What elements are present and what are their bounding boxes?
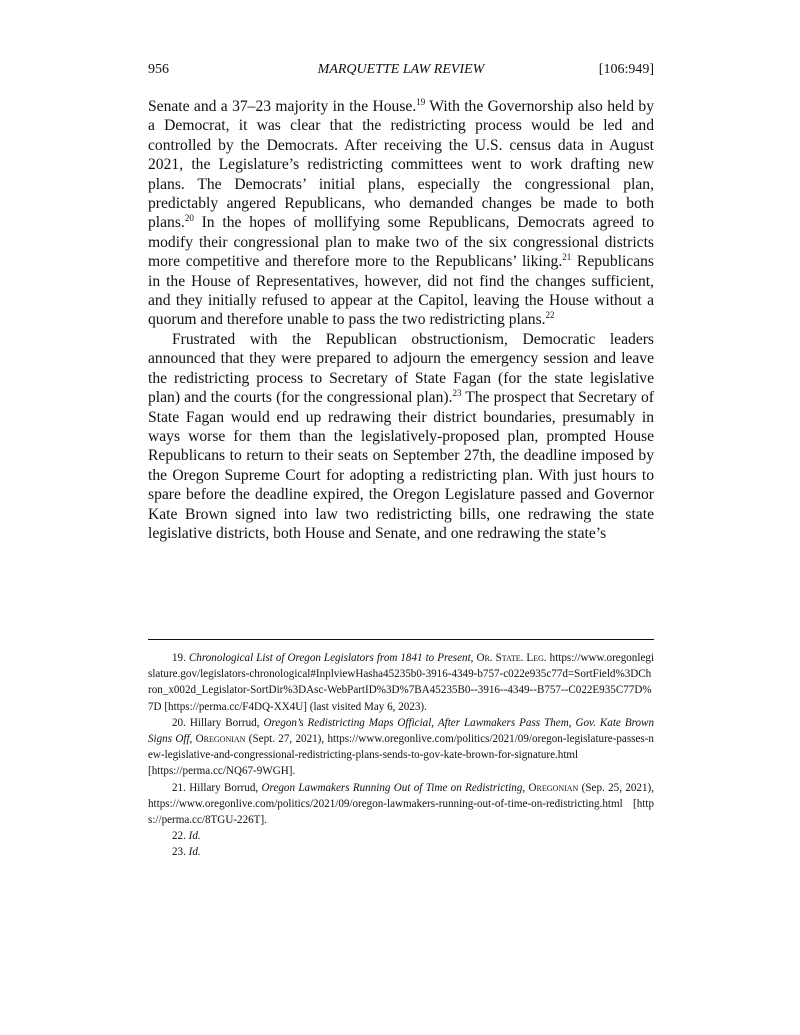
footnote-source: Or. State. Leg. bbox=[476, 652, 547, 664]
footnote-tail: [https://perma.cc/NQ67-9WGH]. bbox=[148, 765, 296, 778]
text-run: Frustrated with the Republican obstructionism, Democratic leaders announced that they were prepared to adjourn the emergency session and leave the redistricting process to Secretary of State Fagan (for the state legislative plan) and the courts (for the congressional plan). bbox=[148, 330, 654, 407]
paragraph bbox=[148, 97, 654, 330]
footnotes bbox=[148, 650, 654, 861]
journal-title: MARQUETTE LAW REVIEW bbox=[317, 62, 485, 77]
footnote-ref-22[interactable]: 22 bbox=[545, 310, 555, 321]
footnote-23 bbox=[148, 844, 654, 860]
footnote-21: 21. Hillary Borrud, Oregon Lawmakers Running Out of Time on Redistricting, Oregonian (Sep. 25, 2021), https://www.oregonlive.com/politics/2021/09/oregon-lawmakers-running-out-of-time-on-redistricting.html [https://perma.cc/8TGU-226T]. bbox=[148, 781, 654, 827]
footnote-19: 19. Chronological List of Oregon Legislators from 1841 to Present, Or. State. Leg. https://www.oregonlegislature.gov/legislators-chronological#InplviewHasha45235b0-3916-4349-b757-c022e935c77d=SortField%3DChron_x002d_Legislator-SortDir%3DAsc-WebPartID%3D%7BA45235B0--3916--4349--B757--C022E935C77D%7D [https://perma.cc/F4DQ-XX4U] (last visited May 6, 2023). bbox=[148, 652, 654, 713]
footnote-source: Oregonian bbox=[528, 781, 579, 794]
footnote-divider bbox=[148, 639, 654, 640]
footnote-number: 22. bbox=[172, 830, 186, 843]
footnote-ref-21[interactable]: 21 bbox=[562, 252, 572, 263]
footnote-number: 23. bbox=[172, 846, 186, 859]
footnote-title: Oregon Lawmakers Running Out of Time on Redistricting bbox=[261, 781, 523, 794]
page-number: 956 bbox=[148, 62, 169, 77]
running-header bbox=[148, 62, 654, 82]
footnote-ref-20[interactable]: 20 bbox=[184, 213, 194, 224]
paragraph bbox=[148, 330, 654, 543]
footnote-author: Hillary Borrud, bbox=[189, 716, 260, 729]
footnote-title: Oregon’s Redistricting Maps Official, After Lawmakers Pass Them, Gov. Kate Brown Signs Off bbox=[148, 716, 654, 746]
footnote-url[interactable]: https://www.oregonlive.com/politics/2021/09/oregon-legislature-passes-new-legislative-and-congressional-redistricting-plans-sends-to-gov-kate-brown-for-signature.html bbox=[148, 733, 654, 762]
footnote-tail: [https://perma.cc/F4DQ-XX4U] (last visited May 6, 2023). bbox=[164, 700, 427, 713]
footnote-text: Id. bbox=[188, 830, 201, 843]
text-run: Republicans in the House of Representatives, however, did not find the changes sufficient, and they initially refused to appear at the Capitol, leaving the House without a quorum and therefore unable to pass the two redistricting plans. bbox=[148, 253, 654, 329]
footnote-author: Hillary Borrud, bbox=[189, 781, 259, 794]
footnote-22 bbox=[148, 828, 654, 844]
article-body bbox=[148, 97, 654, 543]
footnote-title: Chronological List of Oregon Legislators from 1841 to Present bbox=[188, 652, 471, 664]
footnote-number: 21. bbox=[172, 781, 186, 794]
footnote-date: (Sept. 27, 2021), bbox=[248, 733, 325, 746]
footnote-rest: (Sep. 25, 2021), https://www.oregonlive.com/politics/2021/09/oregon-lawmakers-running-out-of-time-on-redistricting.html [https://perma.cc/8TGU-226T]. bbox=[148, 781, 654, 827]
text-run: In the hopes of mollifying some Republicans, Democrats agreed to modify their congressional plan to make two of the six congressional districts more competitive and therefore more to the Republicans’ liking. bbox=[148, 214, 654, 271]
footnote-number: 19. bbox=[172, 652, 186, 664]
text-run: The prospect that Secretary of State Fagan would end up redrawing their district boundaries, presumably in ways worse for them than the legislatively-proposed plan, prompted House Republicans to return to their seats on September 27th, the deadline imposed by the Oregon Supreme Court for adopting a redistricting plan. With just hours to spare before the deadline expired, the Oregon Legislature passed and Governor Kate Brown signed into law two redistricting bills, one redrawing the state legislative districts, both House and Senate, and one redrawing the state’s bbox=[148, 389, 654, 542]
footnote-ref-23[interactable]: 23 bbox=[452, 388, 462, 399]
footnote-ref-19[interactable]: 19 bbox=[416, 97, 426, 107]
footnote-source: Oregonian bbox=[195, 733, 246, 746]
text-run: With the Governorship also held by a Democrat, it was clear that the redistricting process would be led and controlled by the Democrats. After receiving the U.S. census data in August 2021, the Legislature’s redistricting committees went to work drafting new plans. The Democrats’ initial plans, especially the congressional plan, predictably angered Republicans, who demanded changes be made to both plans. bbox=[148, 98, 654, 232]
volume-cite: [106:949] bbox=[598, 62, 654, 77]
footnote-20: 20. Hillary Borrud, Oregon’s Redistricting Maps Official, After Lawmakers Pass Them, Gov. Kate Brown Signs Off, Oregonian (Sept. 27, 2021), https://www.oregonlive.com/politics/2021/09/oregon-legislature-passes-new-legislative-and-congressional-redistricting-plans-sends-to-gov-kate-brown-for-signature.html [https://perma.cc/NQ67-9WGH]. bbox=[148, 716, 654, 778]
footnote-text: Id. bbox=[188, 846, 201, 859]
footnote-number: 20. bbox=[172, 716, 186, 729]
text-run: Senate and a 37–23 majority in the House. bbox=[148, 98, 417, 115]
footnote-url[interactable]: https://www.oregonlegislature.gov/legislators-chronological#InplviewHasha45235b0-3916-4349-b757-c022e935c77d=SortField%3DChron_x002d_Legislator-SortDir%3DAsc-WebPartID%3D%7BA45235B0--3916--4349--B757--C022E935C77D%7D bbox=[148, 652, 654, 713]
